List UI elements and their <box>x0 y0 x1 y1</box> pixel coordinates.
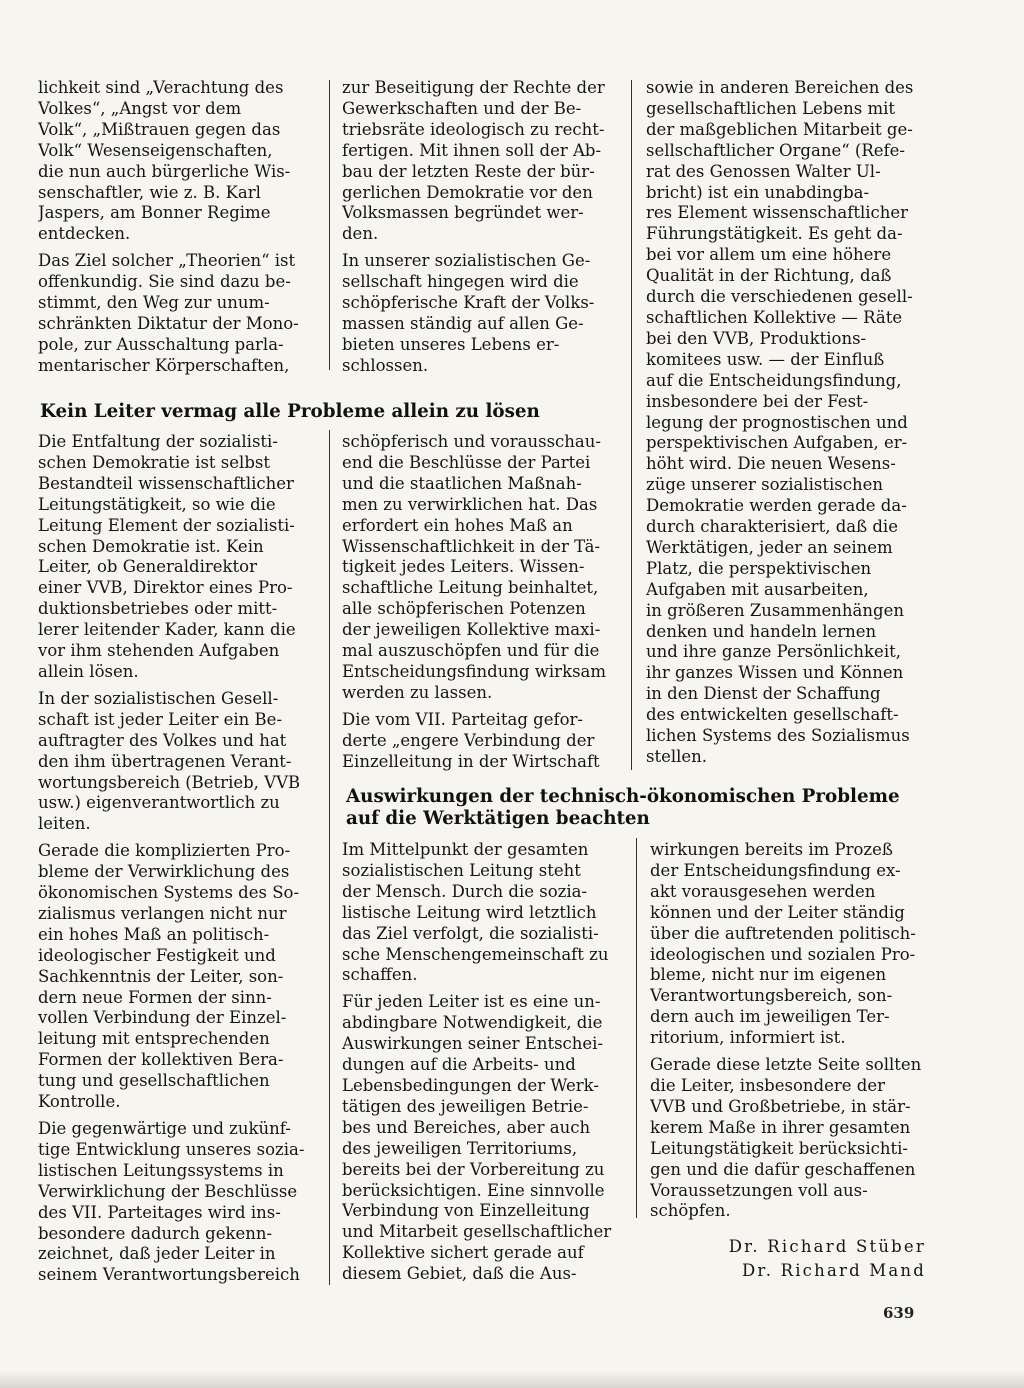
text-line: gerlichen Demokratie vor den <box>342 182 593 202</box>
column-rule <box>329 430 330 760</box>
text-line: In der sozialistischen Gesell- <box>38 688 279 708</box>
text-line: Für jeden Leiter ist es eine un- <box>342 992 601 1012</box>
text-line: Jaspers, am Bonner Regime <box>38 203 271 223</box>
text-line: lichen Systems des Sozialismus <box>646 726 910 746</box>
column-bottom-right <box>650 840 925 1228</box>
text-line: bricht) ist ein unabdingba- <box>646 182 870 202</box>
text-line: Verantwortungsbereich, son- <box>650 986 893 1006</box>
text-line: auf die Entscheidungsfindung, <box>646 370 902 390</box>
text-line: tätigen des jeweiligen Betrie- <box>342 1096 589 1116</box>
text-line: diesem Gebiet, daß die Aus- <box>342 1264 577 1284</box>
text-line: listischen Leitungssystems in <box>38 1160 284 1180</box>
text-line: schaftlichen Kollektive — Räte <box>646 307 903 327</box>
text-line: senschaftler, wie z. B. Karl <box>38 182 261 202</box>
text-line: leitung mit entsprechenden <box>38 1029 270 1049</box>
text-line: Führungstätigkeit. Es geht da- <box>646 224 903 244</box>
text-line: seinem Verantwortungsbereich <box>38 1265 300 1285</box>
text-line: sowie in anderen Bereichen des <box>646 78 914 97</box>
text-line: die nun auch bürgerliche Wis- <box>38 161 291 181</box>
text-line: und ihre ganze Persönlichkeit, <box>646 642 901 662</box>
text-line: Die vom VII. Parteitag gefor- <box>342 709 583 729</box>
text-line: zur Beseitigung der Rechte der <box>342 78 605 97</box>
text-line: durch charakterisiert, daß die <box>646 517 898 537</box>
text-line: Werktätigen, jeder an seinem <box>646 537 893 557</box>
paragraph <box>38 689 316 835</box>
text-line: dern neue Formen der sinn- <box>38 987 272 1007</box>
paragraph <box>650 1055 925 1222</box>
text-line: in größeren Zusammenhängen <box>646 600 904 620</box>
text-line: usw.) eigenverantwortlich zu <box>38 793 280 813</box>
text-line: Die gegenwärtige und zukünf- <box>38 1119 291 1138</box>
text-line: stellen. <box>646 747 708 766</box>
text-line: Qualität in der Richtung, daß <box>646 266 892 286</box>
text-line: mentarischer Körperschaften, <box>38 355 290 375</box>
text-line: und Mitarbeit gesellschaftlicher <box>342 1222 612 1242</box>
text-line: Auswirkungen seiner Entschei- <box>342 1034 604 1054</box>
text-line: in den Dienst der Schaffung <box>646 684 881 704</box>
column-middle-center <box>342 432 620 779</box>
text-line: tige Entwicklung unseres sozia- <box>38 1139 305 1159</box>
text-line: schöpferische Kraft der Volks- <box>342 293 595 313</box>
text-line: tigkeit jedes Leiters. Wissen- <box>342 557 585 577</box>
text-line: schöpfen. <box>650 1201 731 1221</box>
text-line: mal auszuschöpfen und für die <box>342 641 600 661</box>
text-line: und die staatlichen Maßnah- <box>342 473 582 493</box>
text-line: akt vorausgesehen werden <box>650 881 876 901</box>
text-line: Volk“ Wesenseigenschaften, <box>38 140 273 160</box>
text-line: wortungsbereich (Betrieb, VVB <box>38 772 301 792</box>
scan-edge <box>0 1370 1024 1388</box>
text-line: den. <box>342 224 379 244</box>
section-heading: auf die Werktätigen beachten <box>346 808 650 829</box>
text-line: den ihm übertragenen Verant- <box>38 751 292 771</box>
text-line: lichkeit sind „Verachtung des <box>38 78 284 97</box>
text-line: erfordert ein hohes Maß an <box>342 515 573 535</box>
text-line: offenkundig. Sie sind dazu be- <box>38 272 291 292</box>
text-line: schlossen. <box>342 355 429 375</box>
text-line: Volkes“, „Angst vor dem <box>38 98 242 118</box>
paragraph <box>342 710 620 773</box>
text-line: sellschaftlicher Organe“ (Refe- <box>646 140 905 160</box>
text-line: zialismus verlangen nicht nur <box>38 903 287 923</box>
text-line: Verwirklichung der Beschlüsse <box>38 1181 298 1201</box>
text-line: des entwickelten gesellschaft- <box>646 705 899 725</box>
text-line: sche Menschengemeinschaft zu <box>342 944 609 964</box>
column-rule <box>329 80 330 370</box>
text-line: Leitungstätigkeit berücksichti- <box>650 1138 908 1158</box>
text-line: höht wird. Die neuen Wesens- <box>646 454 896 474</box>
text-line: die Leiter, insbesondere der <box>650 1075 885 1095</box>
text-line: res Element wissenschaftlicher <box>646 203 909 223</box>
text-line: tung und gesellschaftlichen <box>38 1071 270 1091</box>
paragraph <box>38 432 316 683</box>
text-line: bleme, nicht nur im eigenen <box>650 965 887 985</box>
text-line: pole, zur Ausschaltung parla- <box>38 334 284 354</box>
column-top-left <box>38 78 314 383</box>
text-line: duktionsbetriebes oder mitt- <box>38 599 278 619</box>
text-line: massen ständig auf allen Ge- <box>342 313 584 333</box>
text-line: stimmt, den Weg zur unum- <box>38 293 270 313</box>
text-line: Das Ziel solcher „Theorien“ ist <box>38 251 296 271</box>
text-line: der jeweiligen Kollektive maxi- <box>342 620 601 640</box>
text-line: Demokratie werden gerade da- <box>646 496 907 516</box>
text-line: Lebensbedingungen der Werk- <box>342 1075 599 1095</box>
page-number: 639 <box>883 1304 915 1322</box>
paragraph <box>38 841 316 1113</box>
text-line: schaft ist jeder Leiter ein Be- <box>38 709 283 729</box>
text-line: ökonomischen Systems des So- <box>38 883 300 903</box>
text-line: bei den VVB, Produktions- <box>646 328 867 348</box>
paragraph <box>38 251 314 376</box>
text-line: besondere dadurch gekenn- <box>38 1223 273 1243</box>
text-line: berücksichtigen. Eine sinnvolle <box>342 1180 605 1200</box>
text-line: ideologischer Festigkeit und <box>38 945 276 965</box>
column-rule <box>636 838 637 1218</box>
text-line: auftragter des Volkes und hat <box>38 730 287 750</box>
column-top-middle <box>342 78 617 383</box>
column-right <box>646 78 923 774</box>
text-line: In unserer sozialistischen Ge- <box>342 251 591 271</box>
author-signature: Dr. Richard Stüber <box>728 1237 926 1256</box>
text-line: Leitung Element der sozialisti- <box>38 515 295 535</box>
text-line: men zu verwirklichen hat. Das <box>342 494 598 514</box>
text-line: Wissenschaftlichkeit in der Tä- <box>342 536 601 556</box>
text-line: schen Demokratie ist. Kein <box>38 536 264 556</box>
author-signature: Dr. Richard Mand <box>741 1261 926 1280</box>
column-bottom-center <box>342 840 620 1291</box>
text-line: Entscheidungsfindung wirksam <box>342 661 607 681</box>
paragraph <box>342 432 620 704</box>
paragraph <box>342 992 620 1285</box>
paragraph <box>342 840 620 986</box>
text-line: Bestandteil wissenschaftlicher <box>38 473 294 493</box>
text-line: züge unserer sozialistischen <box>646 475 884 495</box>
text-line: schaffen. <box>342 965 418 985</box>
text-line: Platz, die perspektivischen <box>646 558 872 578</box>
text-line: sellschaft hingegen wird die <box>342 272 579 292</box>
text-line: Voraussetzungen voll aus- <box>650 1180 868 1200</box>
text-line: Leitungstätigkeit, so wie die <box>38 494 276 514</box>
text-line: ihr ganzes Wissen und Können <box>646 663 904 683</box>
text-line: gesellschaftlichen Lebens mit <box>646 98 896 118</box>
text-line: Kollektive sichert gerade auf <box>342 1243 584 1263</box>
text-line: vor ihm stehenden Aufgaben <box>38 641 280 661</box>
text-line: schaftliche Leitung beinhaltet, <box>342 578 599 598</box>
paragraph <box>342 78 617 245</box>
text-line: Kontrolle. <box>38 1092 121 1112</box>
text-line: allein lösen. <box>38 661 139 681</box>
text-line: Aufgaben mit ausarbeiten, <box>646 579 869 599</box>
text-line: Gewerkschaften und der Be- <box>342 98 582 118</box>
text-line: end die Beschlüsse der Partei <box>342 452 591 472</box>
text-line: vollen Verbindung der Einzel- <box>38 1008 287 1028</box>
text-line: derte „engere Verbindung der <box>342 730 595 750</box>
text-line: triebsräte ideologisch zu recht- <box>342 119 605 139</box>
text-line: komitees usw. — der Einfluß <box>646 349 885 369</box>
text-line: ritorium, informiert ist. <box>650 1028 846 1048</box>
text-line: Gerade diese letzte Seite sollten <box>650 1055 922 1075</box>
text-line: ideologischen und sozialen Pro- <box>650 944 916 964</box>
section-heading: Auswirkungen der technisch-ökonomischen Probleme <box>346 786 900 807</box>
text-line: VVB und Großbetriebe, in stär- <box>650 1096 911 1116</box>
paragraph <box>650 840 925 1049</box>
text-line: schöpferisch und vorausschau- <box>342 432 601 451</box>
text-line: des VII. Parteitages wird ins- <box>38 1202 281 1222</box>
section-heading: Kein Leiter vermag alle Probleme allein zu lösen <box>40 401 540 422</box>
text-line: einer VVB, Direktor eines Pro- <box>38 578 293 598</box>
text-line: Im Mittelpunkt der gesamten <box>342 840 589 859</box>
text-line: Leiter, ob Generaldirektor <box>38 557 257 577</box>
text-line: abdingbare Notwendigkeit, die <box>342 1013 603 1033</box>
text-line: zeichnet, daß jeder Leiter in <box>38 1244 276 1264</box>
text-line: leiten. <box>38 814 91 834</box>
column-rule <box>631 80 632 770</box>
text-line: rat des Genossen Walter Ul- <box>646 161 881 181</box>
paragraph <box>38 1119 316 1286</box>
text-line: kerem Maße in ihrer gesamten <box>650 1117 911 1137</box>
text-line: Volksmassen begründet wer- <box>342 203 584 223</box>
text-line: der maßgeblichen Mitarbeit ge- <box>646 119 913 139</box>
text-line: schränkten Diktatur der Mono- <box>38 313 299 333</box>
text-line: listische Leitung wird letztlich <box>342 902 597 922</box>
text-line: Formen der kollektiven Bera- <box>38 1050 284 1070</box>
text-line: können und der Leiter ständig <box>650 902 905 922</box>
text-line: des jeweiligen Territoriums, <box>342 1138 578 1158</box>
text-line: über die auftretenden politisch- <box>650 923 916 943</box>
text-line: gen und die dafür geschaffenen <box>650 1159 916 1179</box>
text-line: bau der letzten Reste der bür- <box>342 161 595 181</box>
text-line: legung der prognostischen und <box>646 412 908 432</box>
text-line: bes und Bereiches, aber auch <box>342 1117 591 1137</box>
text-line: entdecken. <box>38 224 131 244</box>
text-line: Einzelleitung in der Wirtschaft <box>342 751 600 771</box>
text-line: lerer leitender Kader, kann die <box>38 620 296 640</box>
text-line: alle schöpferischen Potenzen <box>342 599 586 619</box>
paragraph <box>646 78 923 768</box>
text-line: werden zu lassen. <box>342 682 493 702</box>
column-rule <box>329 760 330 1285</box>
text-line: fertigen. Mit ihnen soll der Ab- <box>342 140 602 160</box>
text-line: perspektivischen Aufgaben, er- <box>646 433 908 453</box>
text-line: bei vor allem um eine höhere <box>646 245 892 265</box>
text-line: Volk“, „Mißtrauen gegen das <box>38 119 281 139</box>
text-line: dungen auf die Arbeits- und <box>342 1055 576 1075</box>
text-line: der Mensch. Durch die sozia- <box>342 881 588 901</box>
text-line: der Entscheidungsfindung ex- <box>650 860 901 880</box>
column-middle-left <box>38 432 316 1292</box>
text-line: denken und handeln lernen <box>646 621 877 641</box>
text-line: Die Entfaltung der sozialisti- <box>38 432 278 451</box>
text-line: bereits bei der Vorbereitung zu <box>342 1159 605 1179</box>
text-line: bieten unseres Lebens er- <box>342 334 560 354</box>
text-line: das Ziel verfolgt, die sozialisti- <box>342 923 599 943</box>
text-line: Verbindung von Einzelleitung <box>342 1201 590 1221</box>
text-line: bleme der Verwirklichung des <box>38 862 290 882</box>
paragraph <box>342 251 617 376</box>
text-line: schen Demokratie ist selbst <box>38 452 270 472</box>
text-line: sozialistischen Leitung steht <box>342 860 581 880</box>
text-line: Gerade die komplizierten Pro- <box>38 841 291 861</box>
text-line: wirkungen bereits im Prozeß <box>650 840 893 859</box>
text-line: durch die verschiedenen gesell- <box>646 287 913 307</box>
paragraph <box>38 78 314 245</box>
text-line: Sachkenntnis der Leiter, son- <box>38 966 284 986</box>
text-line: insbesondere bei der Fest- <box>646 391 869 411</box>
text-line: ein hohes Maß an politisch- <box>38 924 270 944</box>
text-line: dern auch im jeweiligen Ter- <box>650 1007 890 1027</box>
